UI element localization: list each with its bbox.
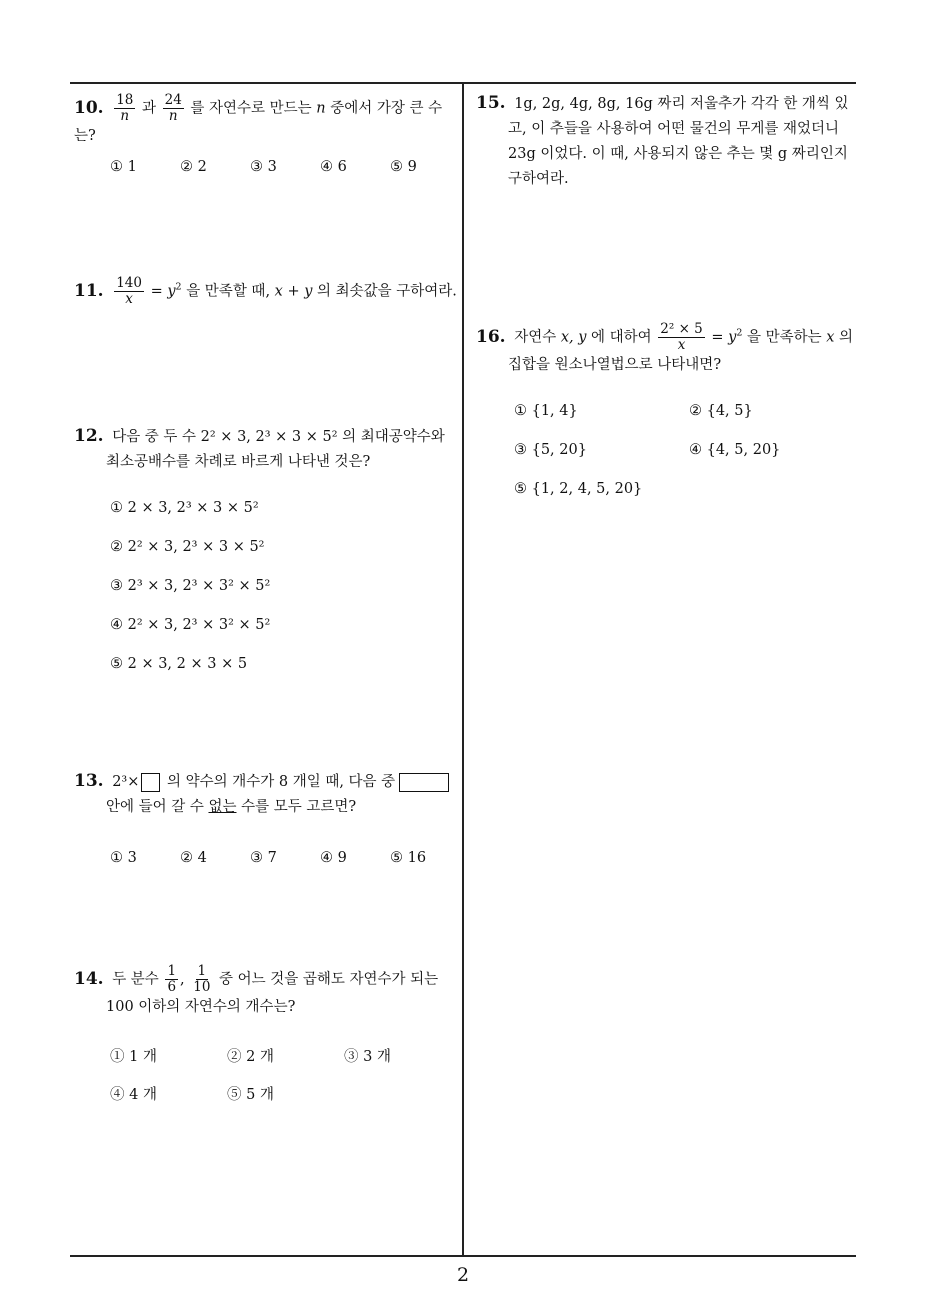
question-number: 12. <box>74 426 104 446</box>
question-12: 12. 다음 중 두 수 2² × 3, 2³ × 3 × 5² 의 최대공약수와 최소공배수를 차례로 바르게 나타낸 것은? <box>74 426 445 470</box>
choice-item[interactable]: ① {1, 4} <box>514 403 578 419</box>
choice-item[interactable]: ⑤ 5 개 <box>227 1087 274 1103</box>
question-15: 15. 1g, 2g, 4g, 8g, 16g 짜리 저울추가 각각 한 개씩 있 고, 이 추들을 사용하여 어떤 물건의 무게를 재었더니 23g 이었다. 이 때, 사용되지 않은 추는 몇 g 짜리인지 구하여라. <box>476 93 849 187</box>
question-10: 10. $\frac{18}{n}$ 과 $\frac{24}{n}$ 를 자연수로 만드는 n 중에서 가장 큰 수는? <box>74 92 443 144</box>
question-16: 16. 자연수 x, y 에 대하여 $\frac{\text{2² × 5}}{x}$ = $y^2$ 을 만족하는 x 의 집합을 원소나열법으로 나타내면? <box>476 321 854 373</box>
choice-item[interactable]: ② 4 <box>180 850 207 866</box>
choice-item[interactable]: ② 2 개 <box>227 1049 274 1065</box>
choice-item[interactable]: ⑤ 2 × 3, 2 × 3 × 5 <box>110 656 248 672</box>
fraction: $\frac{18}{n}$ <box>116 92 134 124</box>
choice-item[interactable]: ② 2² × 3, 2³ × 3 × 5² <box>110 539 265 555</box>
fraction: $\frac{1}{10}$ <box>193 963 211 995</box>
choice-item[interactable]: ③ 2³ × 3, 2³ × 3² × 5² <box>110 578 271 594</box>
blank-box-wide <box>399 773 449 792</box>
question-number: 11. <box>74 280 104 301</box>
blank-box <box>141 773 160 792</box>
choice-item[interactable]: ⑤ 16 <box>390 850 427 866</box>
choice-item[interactable]: ④ {4, 5, 20} <box>689 442 781 458</box>
fraction: $\frac{140}{x}$ <box>116 275 142 307</box>
choice-item[interactable]: ③ 3 <box>250 159 277 175</box>
choice-item[interactable]: ③ 7 <box>250 850 277 866</box>
question-14: 14. 두 분수 $\frac{1}{6}$ , $\frac{1}{10}$ 중 어느 것을 곱해도 자연수가 되는 100 이하의 자연수의 개수는? <box>74 963 439 1015</box>
page-number: 2 <box>456 1264 470 1286</box>
choice-item[interactable]: ④ 9 <box>320 850 347 866</box>
question-number: 10. <box>74 97 104 118</box>
choice-item[interactable]: ① 2 × 3, 2³ × 3 × 5² <box>110 500 259 516</box>
choice-item[interactable]: ⑤ {1, 2, 4, 5, 20} <box>514 481 643 497</box>
choice-item[interactable]: ① 1 <box>110 159 137 175</box>
fraction: $\frac{1}{6}$ <box>167 963 177 995</box>
choice-item[interactable]: ① 1 개 <box>110 1049 157 1065</box>
question-11: 11. $\frac{140}{x}$ = $y^2$ 을 만족할 때, x + y 의 최솟값을 구하여라. <box>74 275 457 307</box>
choice-item[interactable]: ④ 4 개 <box>110 1087 157 1103</box>
fraction: $\frac{24}{n}$ <box>164 92 182 124</box>
choice-item[interactable]: ④ 6 <box>320 159 347 175</box>
choice-item[interactable]: ④ 2² × 3, 2³ × 3² × 5² <box>110 617 271 633</box>
bottom-rule <box>70 1255 856 1257</box>
fraction: $\frac{\text{2² × 5}}{x}$ <box>660 321 703 353</box>
choice-item[interactable]: ② {4, 5} <box>689 403 753 419</box>
choice-item[interactable]: ⑤ 9 <box>390 159 417 175</box>
choice-item[interactable]: ① 3 <box>110 850 137 866</box>
choice-item[interactable]: ② 2 <box>180 159 207 175</box>
question-number: 15. <box>476 93 506 113</box>
question-13: 13. 2³× 의 약수의 개수가 8 개일 때, 다음 중 안에 들어 갈 수 없는 수를 모두 고르면? <box>74 769 459 820</box>
question-number: 16. <box>476 326 506 347</box>
question-number: 14. <box>74 968 104 989</box>
column-divider <box>462 82 464 1256</box>
question-number: 13. <box>74 771 104 791</box>
choice-item[interactable]: ③ 3 개 <box>344 1049 391 1065</box>
choice-item[interactable]: ③ {5, 20} <box>514 442 587 458</box>
